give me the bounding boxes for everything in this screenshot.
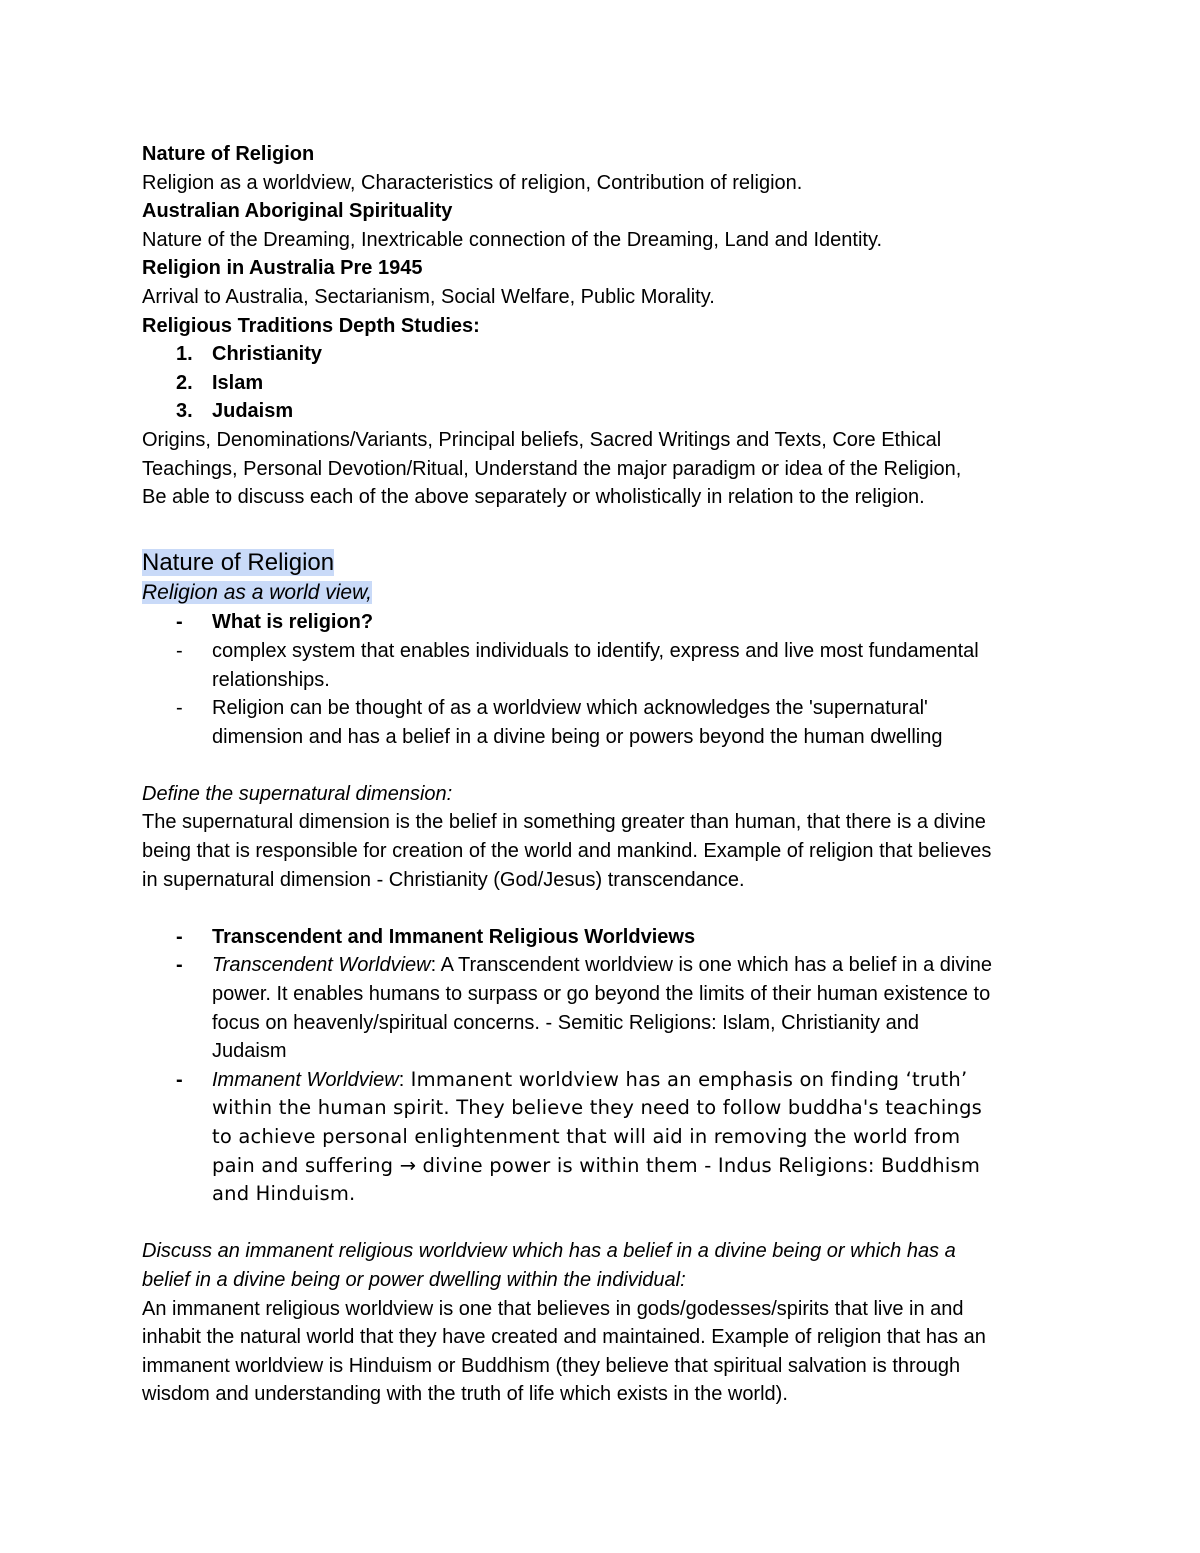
worldview-bullets	[142, 923, 1072, 1209]
list-number: 3.	[176, 400, 193, 423]
traditions-text-line: Origins, Denominations/Variants, Principal beliefs, Sacred Writings and Texts, Core Ethical	[142, 428, 942, 451]
overview-pre1945-heading: Religion in Australia Pre 1945	[142, 257, 423, 280]
bullet-dash: -	[176, 954, 183, 977]
list-item	[142, 637, 1072, 694]
traditions-list	[142, 340, 1072, 426]
discuss-text-line: immanent worldview is Hinduism or Buddhism (they believe that spiritual salvation is through	[142, 1354, 961, 1377]
transcendent-label: Transcendent Worldview	[212, 954, 431, 977]
list-item	[142, 340, 1072, 369]
discuss-prompt-line: Discuss an immanent religious worldview which has a belief in a divine being or which has a	[142, 1240, 956, 1263]
spacer	[142, 512, 1072, 541]
discuss-text-line: inhabit the natural world that they have created and maintained. Example of religion that has an	[142, 1326, 986, 1349]
tradition-label: Judaism	[212, 400, 294, 423]
discuss-text-line: wisdom and understanding with the truth of life which exists in the world).	[142, 1383, 788, 1406]
bullet-text-line: relationships.	[212, 668, 330, 691]
immanent-text-line: pain and suffering → divine power is within them - Indus Religions: Buddhism	[212, 1153, 981, 1177]
list-item	[142, 369, 1072, 398]
bullet-text-line: dimension and has a belief in a divine being or powers beyond the human dwelling	[212, 725, 943, 748]
immanent-text-line: within the human spirit. They believe they need to follow buddha's teachings	[212, 1096, 983, 1120]
define-text-line: The supernatural dimension is the belief in something greater than human, that there is a divine	[142, 811, 986, 834]
what-is-religion-question: What is religion?	[212, 611, 374, 634]
spacer	[142, 1209, 1072, 1238]
religion-bullets	[142, 608, 1072, 751]
overview-nature-heading: Nature of Religion	[142, 143, 315, 165]
overview-nature-text: Religion as a worldview, Characteristics of religion, Contribution of religion.	[142, 171, 803, 194]
list-item	[142, 1066, 1072, 1209]
list-item	[142, 608, 1072, 637]
bullet-text-line: complex system that enables individuals to identify, express and live most fundamental	[212, 639, 979, 662]
list-item	[142, 694, 1072, 751]
overview-pre1945-text: Arrival to Australia, Sectarianism, Social Welfare, Public Morality.	[142, 285, 715, 308]
traditions-text-line: Be able to discuss each of the above separately or wholistically in relation to the religion.	[142, 486, 925, 509]
bullet-dash: -	[176, 925, 183, 948]
define-prompt: Define the supernatural dimension:	[142, 782, 453, 805]
tradition-label: Islam	[212, 371, 264, 394]
bullet-dash: -	[176, 1068, 183, 1091]
spacer	[142, 894, 1072, 923]
transcendent-text-line: power. It enables humans to surpass or go beyond the limits of their human existence to	[212, 983, 991, 1006]
section-title-text: Nature of Religion	[142, 549, 335, 577]
spacer	[142, 751, 1072, 780]
list-number: 2.	[176, 371, 193, 394]
immanent-label: Immanent Worldview	[212, 1068, 399, 1091]
bullet-dash: -	[176, 611, 183, 634]
section-subtitle	[142, 578, 1072, 608]
worldviews-heading: Transcendent and Immanent Religious Worldviews	[212, 925, 696, 948]
list-item	[142, 397, 1072, 426]
tradition-label: Christianity	[212, 343, 323, 366]
overview-aboriginal-heading: Australian Aboriginal Spirituality	[142, 200, 453, 223]
list-number: 1.	[176, 343, 193, 366]
traditions-text-line: Teachings, Personal Devotion/Ritual, Understand the major paradigm or idea of the Religion,	[142, 457, 962, 480]
immanent-text-line	[212, 1066, 1072, 1095]
immanent-text-line: to achieve personal enlightenment that will aid in removing the world from	[212, 1125, 961, 1148]
bullet-dash: -	[176, 697, 183, 720]
transcendent-text-line	[212, 951, 1072, 980]
list-item	[142, 923, 1072, 952]
document-page	[142, 140, 1072, 1409]
bullet-text-line: Religion can be thought of as a worldview which acknowledges the 'supernatural'	[212, 697, 928, 720]
bullet-dash: -	[176, 639, 183, 662]
immanent-text: Immanent worldview has an emphasis on finding ‘truth’	[404, 1067, 968, 1091]
section-title	[142, 548, 1072, 578]
section-subtitle-text: Religion as a world view,	[142, 581, 372, 605]
overview-aboriginal-text: Nature of the Dreaming, Inextricable connection of the Dreaming, Land and Identity.	[142, 228, 883, 251]
overview-traditions-heading: Religious Traditions Depth Studies:	[142, 314, 480, 337]
discuss-text-line: An immanent religious worldview is one that believes in gods/godesses/spirits that live in and	[142, 1297, 964, 1320]
define-text-line: being that is responsible for creation of the world and mankind. Example of religion that believes	[142, 840, 992, 863]
immanent-colon: :	[398, 1068, 405, 1091]
immanent-text-line: and Hinduism.	[212, 1182, 356, 1206]
discuss-prompt-line: belief in a divine being or power dwelling within the individual:	[142, 1268, 686, 1291]
transcendent-text-line: Judaism	[212, 1040, 287, 1063]
transcendent-text: : A Transcendent worldview is one which has a belief in a divine	[430, 954, 993, 977]
list-item	[142, 951, 1072, 1065]
define-text-line: in supernatural dimension - Christianity (God/Jesus) transcendance.	[142, 868, 745, 891]
transcendent-text-line: focus on heavenly/spiritual concerns. - Semitic Religions: Islam, Christianity and	[212, 1011, 919, 1034]
